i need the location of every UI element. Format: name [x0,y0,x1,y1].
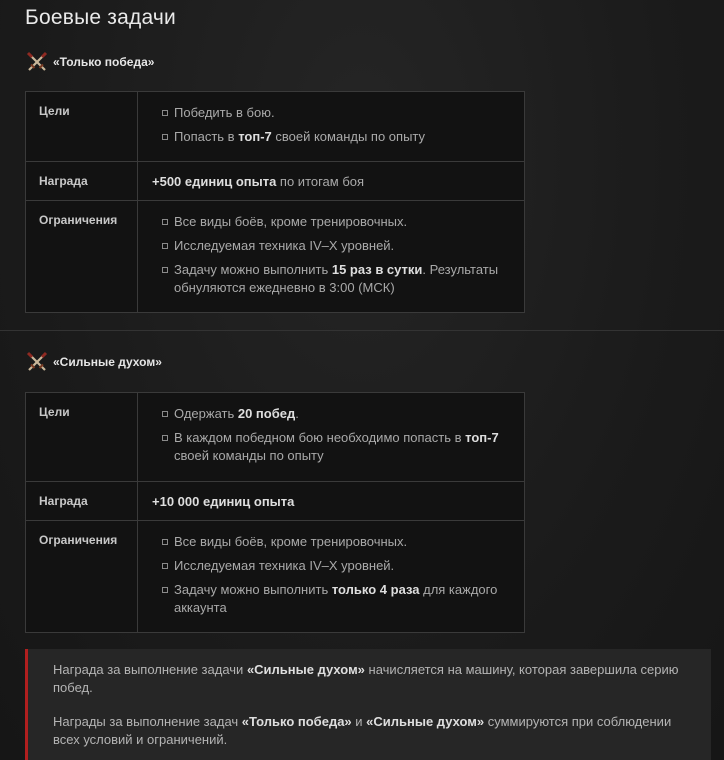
crossed-swords-icon [25,50,49,74]
table-row-restrictions [26,521,525,633]
page-title: Боевые задачи [25,6,176,29]
list-item: Задачу можно выполнить только 4 раза для каждого аккаунта [152,581,510,617]
mission-name: «Только победа» [53,55,155,69]
info-note [25,649,711,760]
table-row-goals [26,393,525,482]
row-label: Цели [26,393,138,482]
list-item: Одержать 20 побед. [152,405,510,423]
row-label: Цели [26,92,138,162]
list-item: Исследуемая техника IV–X уровней. [152,237,510,255]
mission-table-only-victory [25,91,525,313]
note-paragraph: Награда за выполнение задачи «Сильные духом» начисляется на машину, которая завершила серию побед. [53,662,679,695]
table-row-restrictions [26,201,525,313]
goals-cell [138,92,525,162]
mission-header-only-victory [25,50,154,74]
list-item: Задачу можно выполнить 15 раз в сутки. Результаты обнуляются ежедневно в 3:00 (МСК) [152,261,510,297]
section-divider [0,330,724,331]
reward-cell: +10 000 единиц опыта [138,482,525,521]
list-item: Все виды боёв, кроме тренировочных. [152,213,510,231]
list-item: В каждом победном бою необходимо попасть в топ-7 своей команды по опыту [152,429,510,465]
reward-cell: +500 единиц опыта по итогам боя [138,162,525,201]
list-item: Победить в бою. [152,104,510,122]
list-item: Попасть в топ-7 своей команды по опыту [152,128,510,146]
table-row-reward [26,162,525,201]
list-item: Исследуемая техника IV–X уровней. [152,557,510,575]
table-row-reward [26,482,525,521]
crossed-swords-icon [25,350,49,374]
table-row-goals [26,92,525,162]
restrictions-cell [138,521,525,633]
goals-cell [138,393,525,482]
note-paragraph: Награды за выполнение задач «Только победа» и «Сильные духом» суммируются при соблюдении всех условий и ограничений. [53,714,672,747]
row-label: Ограничения [26,201,138,313]
row-label: Ограничения [26,521,138,633]
row-label: Награда [26,162,138,201]
row-label: Награда [26,482,138,521]
mission-name: «Сильные духом» [53,355,162,369]
mission-header-strong-spirit [25,350,162,374]
mission-table-strong-spirit [25,392,525,633]
list-item: Все виды боёв, кроме тренировочных. [152,533,510,551]
restrictions-cell [138,201,525,313]
